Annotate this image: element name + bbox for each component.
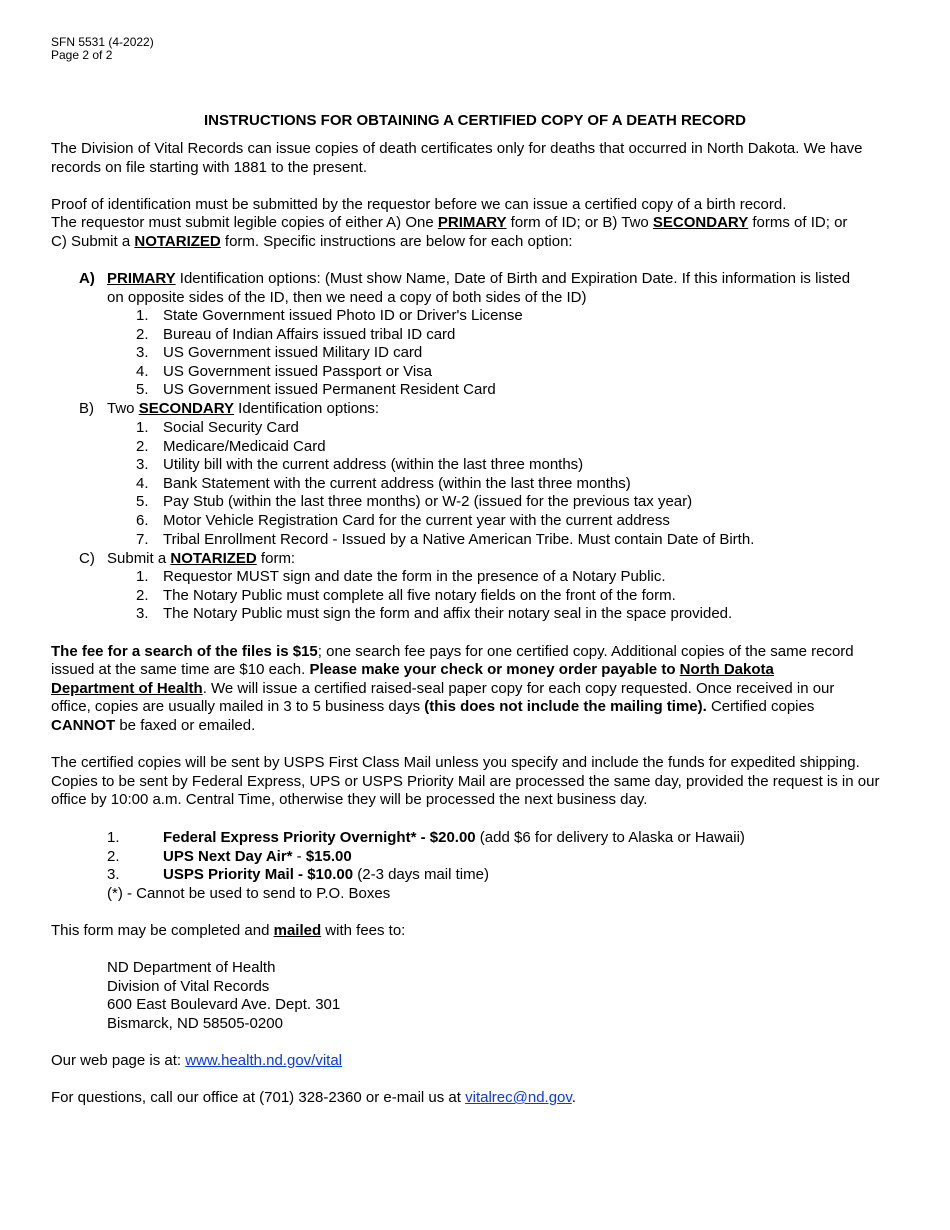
- primary-id-item-text: US Government issued Permanent Resident Card: [163, 381, 496, 399]
- secondary-id-item-number: 4.: [136, 474, 149, 492]
- option-c-heading: Submit a NOTARIZED form:: [107, 550, 296, 567]
- shipping-option: Federal Express Priority Overnight* - $20.00 (add $6 for delivery to Alaska or Hawaii): [163, 829, 745, 846]
- secondary-id-item-number: 5.: [136, 493, 149, 511]
- secondary-id-item-number: 1.: [136, 419, 149, 436]
- email-link[interactable]: vitalrec@nd.gov: [465, 1089, 572, 1106]
- option-b-marker: B): [79, 400, 94, 417]
- proof-line-2: The requestor must submit legible copies of either A) One PRIMARY form of ID; or B) Two SECONDARY forms of ID; or: [51, 214, 848, 231]
- shipping-option-number: 2.: [107, 847, 120, 865]
- primary-id-item-number: 4.: [136, 362, 149, 380]
- shipping-option: UPS Next Day Air* - $15.00: [163, 847, 352, 865]
- primary-id-item-text: US Government issued Passport or Visa: [163, 362, 433, 380]
- primary-id-item-text: US Government issued Military ID card: [163, 344, 423, 362]
- intro-paragraph: The Division of Vital Records can issue copies of death certificates only for deaths that occurred in North Dakota. We have records on file starting with 1881 to the present.: [51, 140, 863, 176]
- secondary-id-item-text: Tribal Enrollment Record - Issued by a Native American Tribe. Must contain Date of Birth.: [163, 530, 755, 548]
- option-b-heading: Two SECONDARY Identification options:: [107, 400, 380, 417]
- primary-id-item-number: 3.: [136, 344, 149, 362]
- shipping-paragraph: The certified copies will be sent by USPS First Class Mail unless you specify and include the funds for expedited shipping. Copies to be sent by Federal Express, UPS or USPS Priority Mail are processed the same day, provided the request is in our office by 10:00 a.m. Central Time, otherwise they will be processed the next business day.: [51, 754, 880, 809]
- fee-line-3: Department of Health. We will issue a certified raised-seal paper copy for each copy requested. Once received in our: [51, 680, 835, 697]
- option-a-heading-cont: on opposite sides of the ID, then we need a copy of both sides of the ID): [107, 289, 587, 306]
- option-a-marker: A): [79, 270, 95, 287]
- option-a-heading: PRIMARY Identification options: (Must show Name, Date of Birth and Expiration Date. If this information is listed: [107, 270, 851, 287]
- notarized-step-text: The Notary Public must complete all five notary fields on the front of the form.: [163, 586, 676, 604]
- shipping-option-number: 1.: [107, 829, 120, 846]
- contact-line: For questions, call our office at (701) 328-2360 or e-mail us at vitalrec@nd.gov.: [51, 1089, 576, 1106]
- fee-line-4: office, copies are usually mailed in 3 to 5 business days (this does not include the mailing time). Certified copies: [51, 698, 815, 715]
- secondary-id-item-text: Motor Vehicle Registration Card for the current year with the current address: [163, 512, 670, 529]
- shipping-option: USPS Priority Mail - $10.00 (2-3 days mail time): [163, 866, 489, 884]
- option-c-marker: C): [79, 550, 95, 567]
- notarized-step-number: 1.: [136, 568, 149, 585]
- address-line: Division of Vital Records: [107, 977, 270, 995]
- notarized-step-text: Requestor MUST sign and date the form in the presence of a Notary Public.: [163, 568, 666, 585]
- address-line: 600 East Boulevard Ave. Dept. 301: [107, 996, 341, 1014]
- shipping-footnote: (*) - Cannot be used to send to P.O. Boxes: [107, 885, 391, 902]
- proof-line-1: Proof of identification must be submitted by the requestor before we can issue a certified copy of a birth record.: [51, 196, 787, 213]
- address-line: Bismarck, ND 58505-0200: [107, 1014, 283, 1032]
- proof-line-3: C) Submit a NOTARIZED form. Specific instructions are below for each option:: [51, 233, 573, 250]
- notarized-step-number: 3.: [136, 605, 149, 623]
- page-title: INSTRUCTIONS FOR OBTAINING A CERTIFIED COPY OF A DEATH RECORD: [204, 112, 746, 129]
- notarized-step-text: The Notary Public must sign the form and affix their notary seal in the space provided.: [163, 605, 733, 623]
- shipping-option-number: 3.: [107, 866, 120, 884]
- secondary-id-item-number: 6.: [136, 512, 149, 529]
- secondary-id-item-text: Utility bill with the current address (within the last three months): [163, 456, 584, 474]
- secondary-id-item-text: Medicare/Medicaid Card: [163, 437, 326, 455]
- primary-id-item-text: Bureau of Indian Affairs issued tribal ID card: [163, 325, 456, 343]
- primary-id-item-number: 1.: [136, 307, 149, 324]
- secondary-id-item-text: Pay Stub (within the last three months) or W-2 (issued for the previous tax year): [163, 493, 693, 511]
- web-line: Our web page is at: www.health.nd.gov/vital: [51, 1052, 343, 1069]
- website-link[interactable]: www.health.nd.gov/vital: [185, 1052, 343, 1069]
- fee-line-1: The fee for a search of the files is $15; one search fee pays for one certified copy. Additional copies of the same record: [51, 643, 854, 660]
- notarized-step-number: 2.: [136, 586, 149, 604]
- primary-id-item-number: 2.: [136, 325, 149, 343]
- fee-line-2: issued at the same time are $10 each. Please make your check or money order payable to North Dakota: [51, 661, 774, 678]
- form-id: SFN 5531 (4-2022): [51, 35, 154, 49]
- page-number: Page 2 of 2: [51, 48, 113, 62]
- secondary-id-item-number: 2.: [136, 437, 149, 455]
- secondary-id-item-text: Social Security Card: [163, 419, 299, 436]
- address-line: ND Department of Health: [107, 959, 276, 976]
- mail-instructions: This form may be completed and mailed with fees to:: [51, 922, 406, 939]
- secondary-id-item-number: 3.: [136, 456, 149, 474]
- secondary-id-item-text: Bank Statement with the current address (within the last three months): [163, 474, 631, 492]
- secondary-id-item-number: 7.: [136, 530, 149, 548]
- primary-id-item-number: 5.: [136, 381, 149, 399]
- primary-id-item-text: State Government issued Photo ID or Driver's License: [163, 307, 523, 324]
- fee-line-5: CANNOT be faxed or emailed.: [51, 717, 256, 734]
